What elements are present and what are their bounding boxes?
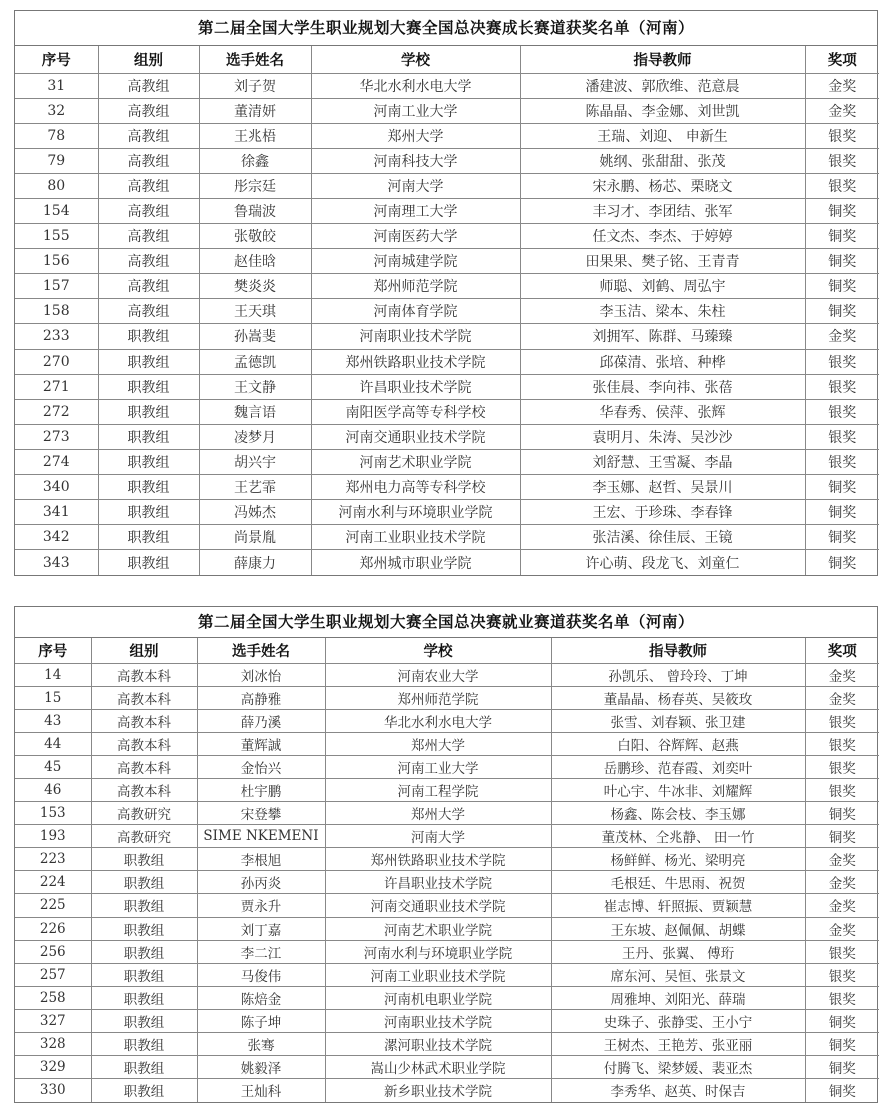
cell-group: 高教组 [98, 249, 199, 274]
cell-school: 华北水利水电大学 [311, 73, 520, 98]
table-row [15, 274, 879, 299]
cell-index: 15 [15, 686, 91, 709]
cell-group: 职教组 [98, 449, 199, 474]
employment-track-award-table [14, 606, 878, 1103]
cell-group: 职教组 [91, 917, 197, 940]
cell-advisors: 崔志博、轩照振、贾颖慧 [551, 894, 805, 917]
cell-advisors: 李玉洁、梁本、朱柱 [520, 299, 805, 324]
cell-award: 金奖 [805, 663, 879, 686]
table-row [15, 778, 879, 801]
cell-index: 46 [15, 778, 91, 801]
table-row [15, 940, 879, 963]
cell-name: 董清妍 [199, 98, 311, 123]
cell-name: 李二江 [197, 940, 325, 963]
table-row [15, 299, 879, 324]
cell-index: 271 [15, 374, 98, 399]
cell-index: 330 [15, 1079, 91, 1102]
table-row [15, 709, 879, 732]
col-header-index: 序号 [15, 46, 98, 73]
cell-group: 高教组 [98, 299, 199, 324]
cell-index: 14 [15, 663, 91, 686]
cell-name: 王文静 [199, 374, 311, 399]
cell-name: 刘丁嘉 [197, 917, 325, 940]
cell-group: 职教组 [91, 1009, 197, 1032]
table-row [15, 324, 879, 349]
cell-name: 董辉誠 [197, 732, 325, 755]
cell-group: 高教本科 [91, 663, 197, 686]
cell-school: 郑州大学 [325, 732, 551, 755]
cell-award: 铜奖 [805, 1056, 879, 1079]
cell-group: 职教组 [98, 475, 199, 500]
cell-index: 223 [15, 848, 91, 871]
header-row [15, 46, 879, 73]
cell-name: 王灿科 [197, 1079, 325, 1102]
cell-index: 157 [15, 274, 98, 299]
cell-name: 王天琪 [199, 299, 311, 324]
cell-award: 铜奖 [805, 825, 879, 848]
cell-school: 河南农业大学 [325, 663, 551, 686]
cell-name: 姚毅泽 [197, 1056, 325, 1079]
cell-award: 银奖 [805, 349, 879, 374]
cell-advisors: 许心萌、段龙飞、刘童仁 [520, 550, 805, 575]
cell-award: 铜奖 [805, 274, 879, 299]
cell-award: 铜奖 [805, 1079, 879, 1102]
table-row [15, 1009, 879, 1032]
cell-group: 职教组 [98, 424, 199, 449]
cell-group: 职教组 [98, 525, 199, 550]
cell-index: 272 [15, 399, 98, 424]
cell-name: 李根旭 [197, 848, 325, 871]
cell-index: 79 [15, 148, 98, 173]
cell-name: 冯姊杰 [199, 500, 311, 525]
cell-school: 漯河职业技术学院 [325, 1033, 551, 1056]
cell-name: 魏言语 [199, 399, 311, 424]
table-row [15, 449, 879, 474]
cell-advisors: 王瑞、刘迎、 申新生 [520, 123, 805, 148]
cell-group: 高教本科 [91, 755, 197, 778]
cell-name: 宋登攀 [197, 802, 325, 825]
cell-group: 职教组 [91, 940, 197, 963]
cell-group: 职教组 [91, 1033, 197, 1056]
cell-advisors: 袁明月、朱涛、吴沙沙 [520, 424, 805, 449]
cell-school: 河南交通职业技术学院 [311, 424, 520, 449]
table-row [15, 173, 879, 198]
table-row [15, 963, 879, 986]
cell-name: 尚景胤 [199, 525, 311, 550]
cell-index: 45 [15, 755, 91, 778]
col-header-name: 选手姓名 [199, 46, 311, 73]
cell-group: 职教组 [91, 848, 197, 871]
table-row [15, 663, 879, 686]
cell-advisors: 王树杰、王艳芳、张亚丽 [551, 1033, 805, 1056]
table-row [15, 349, 879, 374]
cell-group: 职教组 [91, 963, 197, 986]
cell-group: 高教组 [98, 173, 199, 198]
cell-group: 职教组 [98, 349, 199, 374]
cell-name: 杜宇鹏 [197, 778, 325, 801]
cell-name: 樊炎炎 [199, 274, 311, 299]
table-title: 第二届全国大学生职业规划大赛全国总决赛成长赛道获奖名单（河南） [15, 11, 877, 46]
cell-award: 银奖 [805, 173, 879, 198]
cell-school: 河南职业技术学院 [325, 1009, 551, 1032]
cell-name: 刘冰怡 [197, 663, 325, 686]
cell-advisors: 杨鲜鲜、杨光、梁明亮 [551, 848, 805, 871]
cell-school: 河南工业大学 [325, 755, 551, 778]
cell-index: 156 [15, 249, 98, 274]
cell-index: 329 [15, 1056, 91, 1079]
cell-advisors: 李玉娜、赵哲、吴景川 [520, 475, 805, 500]
cell-advisors: 白阳、谷辉辉、赵燕 [551, 732, 805, 755]
table-row [15, 1056, 879, 1079]
cell-school: 新乡职业技术学院 [325, 1079, 551, 1102]
col-header-school: 学校 [311, 46, 520, 73]
cell-group: 高教本科 [91, 686, 197, 709]
cell-school: 河南科技大学 [311, 148, 520, 173]
cell-index: 273 [15, 424, 98, 449]
table-row [15, 825, 879, 848]
award-table [15, 638, 879, 1102]
cell-award: 金奖 [805, 324, 879, 349]
cell-school: 河南体育学院 [311, 299, 520, 324]
cell-advisors: 宋永鹏、杨芯、栗晓文 [520, 173, 805, 198]
cell-group: 高教研究 [91, 802, 197, 825]
cell-award: 铜奖 [805, 224, 879, 249]
cell-name: 王兆梧 [199, 123, 311, 148]
cell-advisors: 丰习才、李团结、张军 [520, 198, 805, 223]
cell-school: 华北水利水电大学 [325, 709, 551, 732]
cell-index: 233 [15, 324, 98, 349]
cell-name: 高静雅 [197, 686, 325, 709]
cell-advisors: 姚纲、张甜甜、张茂 [520, 148, 805, 173]
table-row [15, 802, 879, 825]
cell-advisors: 刘拥军、陈群、马臻臻 [520, 324, 805, 349]
cell-school: 郑州师范学院 [311, 274, 520, 299]
cell-school: 河南大学 [311, 173, 520, 198]
cell-name: 陈焙金 [197, 986, 325, 1009]
cell-index: 158 [15, 299, 98, 324]
cell-name: 薛康力 [199, 550, 311, 575]
cell-group: 高教组 [98, 198, 199, 223]
cell-name: 张敬皎 [199, 224, 311, 249]
cell-index: 32 [15, 98, 98, 123]
cell-index: 342 [15, 525, 98, 550]
table-row [15, 525, 879, 550]
table-row [15, 374, 879, 399]
cell-name: 陈子坤 [197, 1009, 325, 1032]
cell-school: 河南艺术职业学院 [311, 449, 520, 474]
cell-group: 职教组 [91, 871, 197, 894]
cell-group: 高教组 [98, 224, 199, 249]
cell-award: 银奖 [805, 148, 879, 173]
cell-award: 金奖 [805, 848, 879, 871]
cell-award: 铜奖 [805, 1033, 879, 1056]
cell-name: 彤宗廷 [199, 173, 311, 198]
cell-index: 43 [15, 709, 91, 732]
cell-advisors: 周雅坤、刘阳光、薛瑞 [551, 986, 805, 1009]
cell-award: 银奖 [805, 986, 879, 1009]
cell-award: 铜奖 [805, 249, 879, 274]
cell-index: 258 [15, 986, 91, 1009]
col-header-name: 选手姓名 [197, 638, 325, 663]
cell-school: 河南大学 [325, 825, 551, 848]
cell-award: 铜奖 [805, 500, 879, 525]
cell-school: 郑州师范学院 [325, 686, 551, 709]
cell-index: 274 [15, 449, 98, 474]
col-header-index: 序号 [15, 638, 91, 663]
header-row [15, 638, 879, 663]
cell-school: 河南工程学院 [325, 778, 551, 801]
cell-advisors: 付腾飞、梁梦媛、裴亚杰 [551, 1056, 805, 1079]
cell-advisors: 史珠子、张静雯、王小宁 [551, 1009, 805, 1032]
col-header-award: 奖项 [805, 46, 879, 73]
cell-award: 银奖 [805, 732, 879, 755]
table-row [15, 1033, 879, 1056]
cell-index: 257 [15, 963, 91, 986]
cell-advisors: 张洁溪、徐佳辰、王镜 [520, 525, 805, 550]
cell-award: 银奖 [805, 424, 879, 449]
cell-group: 职教组 [91, 894, 197, 917]
cell-group: 职教组 [98, 374, 199, 399]
cell-advisors: 孙凯乐、 曾玲玲、丁坤 [551, 663, 805, 686]
cell-award: 银奖 [805, 449, 879, 474]
table-row [15, 755, 879, 778]
cell-name: 孙嵩斐 [199, 324, 311, 349]
table-row [15, 686, 879, 709]
cell-index: 193 [15, 825, 91, 848]
cell-name: 贾永升 [197, 894, 325, 917]
cell-school: 许昌职业技术学院 [311, 374, 520, 399]
cell-advisors: 席东河、吴恒、张景文 [551, 963, 805, 986]
cell-school: 河南工业职业技术学院 [325, 963, 551, 986]
cell-index: 341 [15, 500, 98, 525]
cell-advisors: 王丹、张翼、 傅珩 [551, 940, 805, 963]
cell-name: 刘子贺 [199, 73, 311, 98]
cell-name: 鲁瑞波 [199, 198, 311, 223]
cell-award: 银奖 [805, 123, 879, 148]
cell-school: 河南水利与环境职业学院 [311, 500, 520, 525]
cell-name: 马俊伟 [197, 963, 325, 986]
cell-name: 胡兴宇 [199, 449, 311, 474]
cell-advisors: 田果果、樊子铭、王青青 [520, 249, 805, 274]
table-row [15, 986, 879, 1009]
cell-award: 银奖 [805, 709, 879, 732]
table-row [15, 424, 879, 449]
cell-group: 职教组 [98, 500, 199, 525]
cell-index: 328 [15, 1033, 91, 1056]
cell-award: 铜奖 [805, 198, 879, 223]
cell-school: 河南水利与环境职业学院 [325, 940, 551, 963]
cell-index: 153 [15, 802, 91, 825]
cell-school: 河南机电职业学院 [325, 986, 551, 1009]
cell-group: 职教组 [98, 550, 199, 575]
cell-advisors: 董茂林、仝兆静、 田一竹 [551, 825, 805, 848]
cell-index: 154 [15, 198, 98, 223]
cell-index: 80 [15, 173, 98, 198]
cell-school: 郑州铁路职业技术学院 [311, 349, 520, 374]
cell-index: 340 [15, 475, 98, 500]
table-row [15, 500, 879, 525]
cell-school: 郑州城市职业学院 [311, 550, 520, 575]
cell-advisors: 董晶晶、杨春英、吴筱玫 [551, 686, 805, 709]
cell-school: 河南工业大学 [311, 98, 520, 123]
cell-award: 银奖 [805, 963, 879, 986]
table-body [15, 663, 879, 1102]
growth-track-award-table [14, 10, 878, 576]
cell-index: 226 [15, 917, 91, 940]
cell-group: 高教组 [98, 98, 199, 123]
cell-group: 高教本科 [91, 709, 197, 732]
table-row [15, 198, 879, 223]
cell-advisors: 刘舒慧、王雪凝、李晶 [520, 449, 805, 474]
table-row [15, 399, 879, 424]
table-row [15, 475, 879, 500]
cell-school: 河南城建学院 [311, 249, 520, 274]
cell-name: 金怡兴 [197, 755, 325, 778]
cell-group: 高教本科 [91, 732, 197, 755]
cell-award: 银奖 [805, 940, 879, 963]
cell-advisors: 张雪、刘春颖、张卫建 [551, 709, 805, 732]
cell-group: 高教组 [98, 73, 199, 98]
table-row [15, 1079, 879, 1102]
table-row [15, 123, 879, 148]
table-row [15, 894, 879, 917]
cell-group: 高教组 [98, 123, 199, 148]
cell-group: 高教研究 [91, 825, 197, 848]
cell-award: 铜奖 [805, 550, 879, 575]
cell-group: 职教组 [91, 1079, 197, 1102]
col-header-award: 奖项 [805, 638, 879, 663]
cell-school: 河南职业技术学院 [311, 324, 520, 349]
cell-name: 赵佳晗 [199, 249, 311, 274]
cell-index: 270 [15, 349, 98, 374]
col-header-advisors: 指导教师 [520, 46, 805, 73]
cell-school: 南阳医学高等专科学校 [311, 399, 520, 424]
cell-advisors: 华春秀、侯萍、张辉 [520, 399, 805, 424]
col-header-group: 组别 [91, 638, 197, 663]
cell-group: 高教组 [98, 274, 199, 299]
cell-school: 河南医药大学 [311, 224, 520, 249]
table-row [15, 732, 879, 755]
cell-award: 金奖 [805, 894, 879, 917]
cell-advisors: 邱葆清、张培、种桦 [520, 349, 805, 374]
cell-group: 职教组 [98, 399, 199, 424]
cell-award: 铜奖 [805, 475, 879, 500]
table-row [15, 224, 879, 249]
cell-school: 郑州电力高等专科学校 [311, 475, 520, 500]
cell-name: SIME NKEMENI [197, 825, 325, 848]
cell-index: 256 [15, 940, 91, 963]
cell-name: 凌梦月 [199, 424, 311, 449]
col-header-group: 组别 [98, 46, 199, 73]
cell-index: 224 [15, 871, 91, 894]
cell-advisors: 毛根廷、牛思雨、祝贺 [551, 871, 805, 894]
cell-school: 嵩山少林武术职业学院 [325, 1056, 551, 1079]
cell-school: 许昌职业技术学院 [325, 871, 551, 894]
cell-advisors: 王宏、于珍珠、李春锋 [520, 500, 805, 525]
cell-advisors: 叶心宇、牛冰非、刘耀辉 [551, 778, 805, 801]
cell-award: 金奖 [805, 686, 879, 709]
table-row [15, 550, 879, 575]
cell-award: 铜奖 [805, 299, 879, 324]
cell-index: 327 [15, 1009, 91, 1032]
cell-advisors: 陈晶晶、李金娜、刘世凯 [520, 98, 805, 123]
award-table [15, 46, 879, 575]
cell-award: 金奖 [805, 98, 879, 123]
table-row [15, 98, 879, 123]
cell-school: 郑州大学 [325, 802, 551, 825]
cell-group: 高教本科 [91, 778, 197, 801]
cell-award: 银奖 [805, 374, 879, 399]
cell-name: 徐鑫 [199, 148, 311, 173]
cell-index: 343 [15, 550, 98, 575]
cell-award: 铜奖 [805, 525, 879, 550]
cell-group: 职教组 [91, 986, 197, 1009]
cell-award: 铜奖 [805, 802, 879, 825]
cell-school: 河南理工大学 [311, 198, 520, 223]
cell-advisors: 任文杰、李杰、于婷婷 [520, 224, 805, 249]
cell-advisors: 王东坡、赵佩佩、胡蝶 [551, 917, 805, 940]
cell-index: 78 [15, 123, 98, 148]
cell-name: 张骞 [197, 1033, 325, 1056]
cell-school: 郑州铁路职业技术学院 [325, 848, 551, 871]
table-title: 第二届全国大学生职业规划大赛全国总决赛就业赛道获奖名单（河南） [15, 607, 877, 638]
cell-school: 郑州大学 [311, 123, 520, 148]
cell-group: 职教组 [98, 324, 199, 349]
cell-award: 银奖 [805, 399, 879, 424]
cell-index: 31 [15, 73, 98, 98]
cell-group: 高教组 [98, 148, 199, 173]
table-row [15, 148, 879, 173]
cell-name: 薛乃溪 [197, 709, 325, 732]
cell-advisors: 潘建波、郭欣维、范意晨 [520, 73, 805, 98]
col-header-advisors: 指导教师 [551, 638, 805, 663]
table-row [15, 848, 879, 871]
cell-award: 铜奖 [805, 1009, 879, 1032]
cell-index: 155 [15, 224, 98, 249]
cell-advisors: 杨鑫、陈会枝、李玉娜 [551, 802, 805, 825]
cell-name: 孙丙炎 [197, 871, 325, 894]
cell-name: 孟德凯 [199, 349, 311, 374]
cell-advisors: 李秀华、赵英、时保吉 [551, 1079, 805, 1102]
cell-school: 河南艺术职业学院 [325, 917, 551, 940]
cell-award: 银奖 [805, 755, 879, 778]
cell-advisors: 张佳晨、李向祎、张蓓 [520, 374, 805, 399]
cell-school: 河南交通职业技术学院 [325, 894, 551, 917]
cell-name: 王艺霏 [199, 475, 311, 500]
cell-award: 银奖 [805, 778, 879, 801]
table-body [15, 73, 879, 575]
cell-advisors: 岳鹏珍、范春霞、刘奕叶 [551, 755, 805, 778]
table-row [15, 249, 879, 274]
cell-school: 河南工业职业技术学院 [311, 525, 520, 550]
table-row [15, 917, 879, 940]
table-row [15, 73, 879, 98]
cell-award: 金奖 [805, 871, 879, 894]
cell-index: 225 [15, 894, 91, 917]
cell-index: 44 [15, 732, 91, 755]
table-row [15, 871, 879, 894]
cell-group: 职教组 [91, 1056, 197, 1079]
cell-advisors: 师聪、刘鹤、周弘宇 [520, 274, 805, 299]
col-header-school: 学校 [325, 638, 551, 663]
cell-award: 金奖 [805, 73, 879, 98]
cell-award: 金奖 [805, 917, 879, 940]
